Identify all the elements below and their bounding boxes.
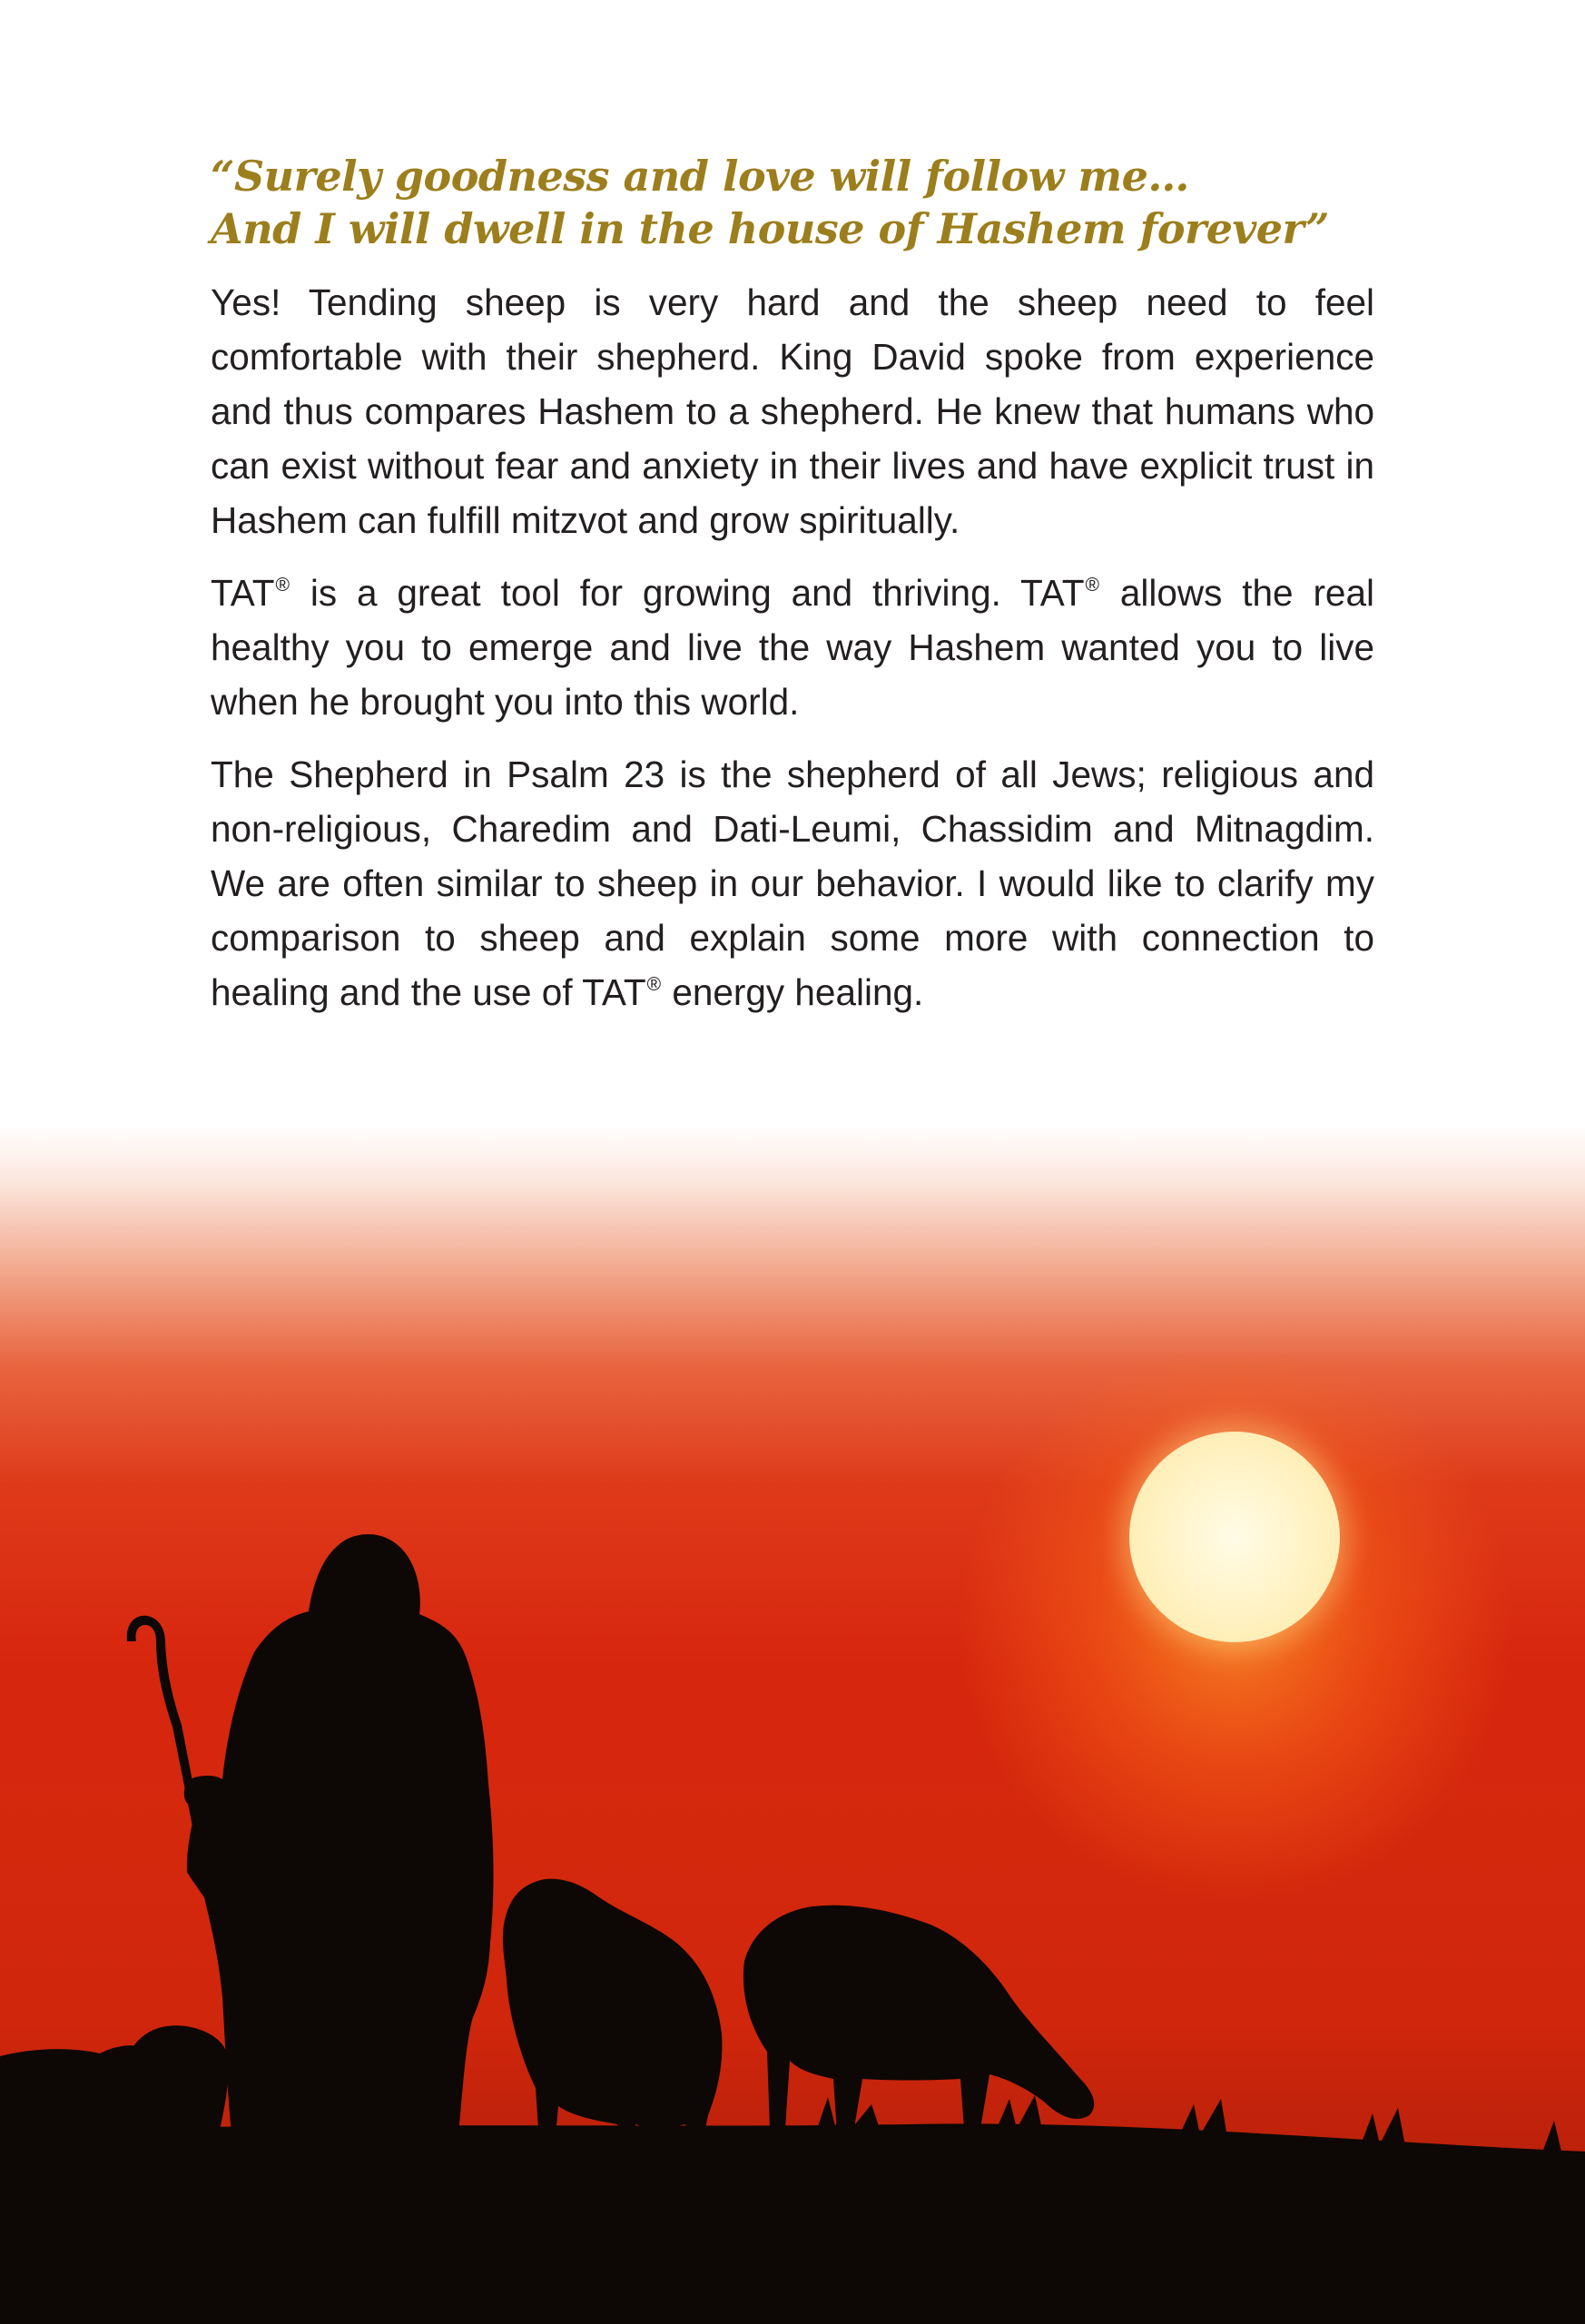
paragraph-2-text-a: is a great tool for growing and thriving. bbox=[290, 572, 1020, 614]
sheep-middle bbox=[503, 1879, 723, 2161]
shepherd-silhouette-illustration bbox=[0, 1452, 1585, 2324]
registered-mark: ® bbox=[275, 575, 290, 596]
tat-brand: TAT bbox=[211, 572, 275, 614]
paragraph-2-text-b: allows the real healthy you to emerge and live the way Hashem wanted you to live when he brought you into this world. bbox=[211, 572, 1374, 723]
paragraph-3 bbox=[211, 747, 1374, 1019]
paragraph-3-text-a: The Shepherd in Psalm 23 is the shepherd of all Jews; religious and non-religious, Charedim and Dati-Leumi, Chassidim and Mitnagdim. We are often similar to sheep in our behavior. I would like to clarify my comparison to sheep and explain some more with connection to healing and the use of bbox=[211, 753, 1374, 1013]
paragraph-1: Yes! Tending sheep is very hard and the sheep need to feel comfortable with their shepherd. King David spoke from experience and thus compares Hashem to a shepherd. He knew that humans who can exist without fear and anxiety in their lives and have explicit trust in Hashem can fulfill mitzvot and grow spiritually. bbox=[211, 281, 1374, 541]
tat-brand: TAT bbox=[582, 971, 646, 1013]
quote-heading bbox=[211, 150, 1374, 255]
registered-mark: ® bbox=[1085, 575, 1099, 596]
shepherd bbox=[184, 1534, 494, 2133]
tat-brand: TAT bbox=[1020, 572, 1085, 614]
paragraph-2 bbox=[211, 566, 1374, 729]
lamb-left-2 bbox=[127, 2025, 229, 2138]
registered-mark: ® bbox=[646, 974, 662, 995]
quote-line-1: “Surely goodness and love will follow me… bbox=[211, 152, 1189, 201]
quote-line-2: And I will dwell in the house of Hashem forever” bbox=[211, 204, 1329, 253]
sheep-right bbox=[743, 1905, 1094, 2133]
text-content bbox=[211, 150, 1374, 1038]
paragraph-3-text-b: energy healing. bbox=[662, 971, 924, 1013]
